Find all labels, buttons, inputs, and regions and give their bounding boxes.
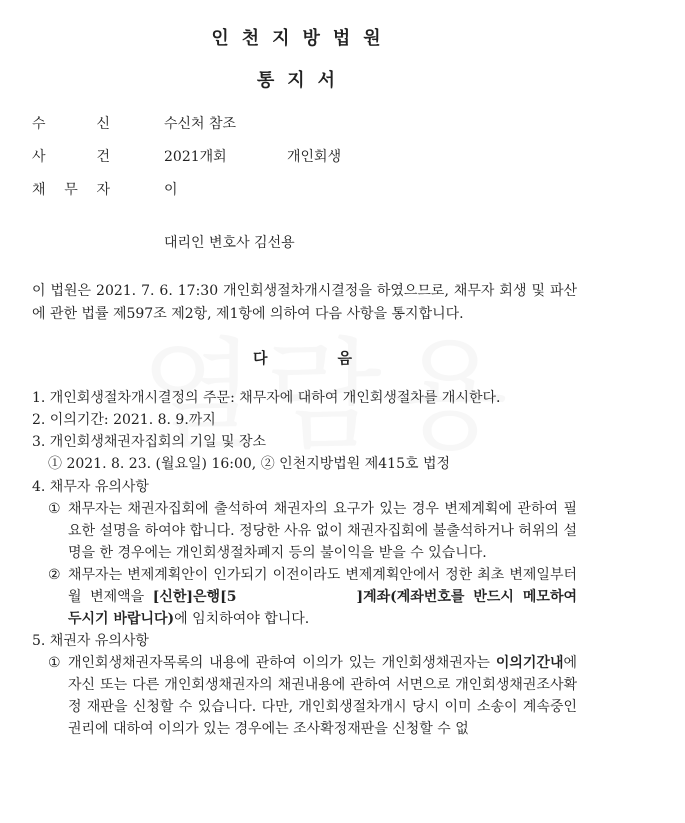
- section-title: 다음: [253, 349, 422, 367]
- intro-paragraph: 이 법원은 2021. 7. 6. 17:30 개인회생절차개시결정을 하였으므로, 채무자 회생 및 파산에 관한 법률 제597조 제2항, 제1항에 의하여 다음 사항을 통지합니다.: [32, 283, 577, 322]
- field-value-case-number: 2021개회: [164, 149, 227, 165]
- field-label-recipient: 수 신: [32, 116, 110, 132]
- item-4-1-marker: ①: [48, 501, 61, 517]
- item-4-2-marker: ②: [48, 567, 61, 583]
- item-3-detail: ① 2021. 8. 23. (월요일) 16:00, ② 인천지방법원 제415호 법정: [48, 456, 451, 472]
- field-value-case-type: 개인회생: [287, 149, 342, 165]
- bank-name: [신한]은행[5: [152, 589, 237, 605]
- account-note: ]계좌(계좌번호를 반드시 메모하여 두시기 바랍니다): [68, 589, 577, 627]
- item-5-1-text: 개인회생채권자목록의 내용에 관하여 이의가 있는 개인회생채권자는 이의기간내에 자신 또는 다른 개인회생채권자의 채권내용에 관하여 서면으로 개인회생채권조사확정 재판을 신청할 수 있습니다. 다만, 개인회생절차개시 당시 이미 소송이 계속중인 권리에 대하여 이의가 있는 경우에는 조사확정재판을 신청할 수 없: [68, 655, 577, 737]
- item-5: 5. 채권자 유의사항: [32, 633, 149, 649]
- field-value-recipient: 수신처 참조: [164, 116, 237, 132]
- court-name: 인천지방법원: [211, 28, 394, 49]
- item-2: 2. 이의기간: 2021. 8. 9.까지: [32, 412, 216, 428]
- item-4: 4. 채무자 유의사항: [32, 479, 149, 495]
- item-1: 1. 개인회생절차개시결정의 주문: 채무자에 대하여 개인회생절차를 개시한다.: [32, 390, 501, 406]
- field-label-case: 사 건: [32, 149, 110, 165]
- field-value-debtor: 이: [164, 182, 178, 198]
- item-4-2-text: 채무자는 변제계획안이 인가되기 이전이라도 변제계획안에서 정한 최초 변제일부터 월 변제액을 [신한]은행[5 ]계좌(계좌번호를 반드시 메모하여 두시기 바랍니다)에 임치하여야 합니다.: [68, 567, 577, 627]
- item-3: 3. 개인회생채권자집회의 기일 및 장소: [32, 434, 267, 450]
- item-4-1-text: 채무자는 채권자집회에 출석하여 채권자의 요구가 있는 경우 변제계획에 관하여 필요한 설명을 하여야 합니다. 정당한 사유 없이 채권자집회에 불출석하거나 허위의 설명을 한 경우에는 개인회생절차폐지 등의 불이익을 받을 수 있습니다.: [68, 501, 577, 561]
- objection-period: 이의기간내: [495, 655, 564, 671]
- item-5-1-marker: ①: [48, 655, 61, 671]
- document-title: 통지서: [256, 70, 349, 91]
- field-label-debtor: 채 무 자: [32, 182, 110, 198]
- agent-name: 대리인 변호사 김선용: [164, 235, 295, 251]
